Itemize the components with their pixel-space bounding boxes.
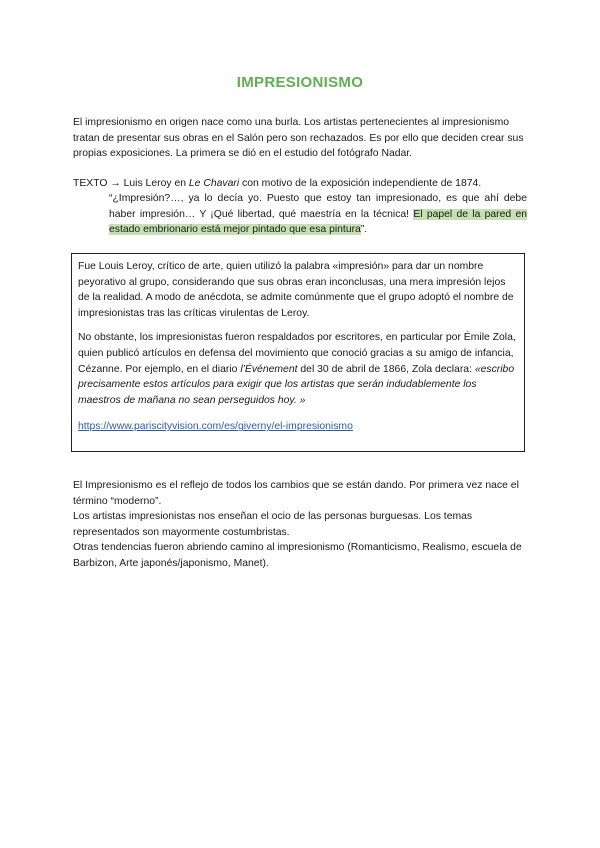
box-p2-quote: «escribo precisamente estos artículos para exigir que los artistas que serán indudablemente los maestros de mañana no sean perseguidos hoy. »	[78, 363, 515, 406]
box-p2-journal: l’Événement	[240, 363, 298, 375]
outro-line-1: El Impresionismo es el reflejo de todos los cambios que se están dando. Por primera vez nace el término “moderno”.	[73, 480, 519, 507]
leroy-quote	[109, 191, 527, 238]
box-p2-b: del 30 de abril de 1866, Zola declara:	[297, 363, 475, 375]
bordered-textbox	[71, 253, 525, 452]
box-p2-a: No obstante, los impresionistas fueron respaldados por escritores, en particular por Émile Zola, quien publicó artículos en defensa del movimiento que conoció gracias a su amigo de infancia, Cézanne. Por ejemplo, en el diario	[78, 332, 516, 375]
texto-suffix: con motivo de la exposición independiente de 1874.	[239, 178, 482, 189]
texto-source: Le Chavari	[188, 178, 240, 189]
document-title: IMPRESIONISMO	[236, 74, 364, 91]
texto-prefix: TEXTO → Luis Leroy en	[73, 178, 189, 189]
outro-line-3: Otras tendencias fueron abriendo camino al impresionismo (Romanticismo, Realismo, escuela de Barbizon, Arte japonés/japonismo, Manet).	[73, 542, 522, 569]
source-link[interactable]: https://www.pariscityvision.com/es/giverny/el-impresionismo	[78, 421, 353, 433]
texto-line	[73, 176, 527, 192]
outro-paragraphs	[73, 478, 527, 572]
box-paragraph-2	[78, 330, 518, 408]
outro-line-2: Los artistas impresionistas nos enseñan el ocio de las personas burguesas. Los temas representados son mayormente costumbristas.	[73, 511, 473, 538]
quote-end: ”.	[360, 224, 368, 236]
intro-paragraph: El impresionismo en origen nace como una burla. Los artistas pertenecientes al impresionismo tratan de presentar sus obras en el Salón pero son rechazados. Es por ello que deciden crear sus propias exposiciones. La primera se dió en el estudio del fotógrafo Nadar.	[73, 117, 524, 160]
quote-plain: “¿Impresión?…, ya lo decía yo. Puesto que estoy tan impresionado, es que ahí debe haber impresión… Y ¡Qué libertad, qué maestría en la técnica!	[109, 193, 527, 220]
box-paragraph-1: Fue Louis Leroy, crítico de arte, quien utilizó la palabra «impresión» para dar un nombre peyorativo al grupo, considerando que sus obras eran inconclusas, una mera impresión lejos de la realidad. A modo de anécdota, se admite comúnmente que el grupo adoptó el nombre de impresionistas tras las críticas virulentas de Leroy.	[78, 261, 514, 319]
quote-highlight: El papel de la pared en estado embrionario está mejor pintado que esa pintura	[109, 208, 528, 236]
